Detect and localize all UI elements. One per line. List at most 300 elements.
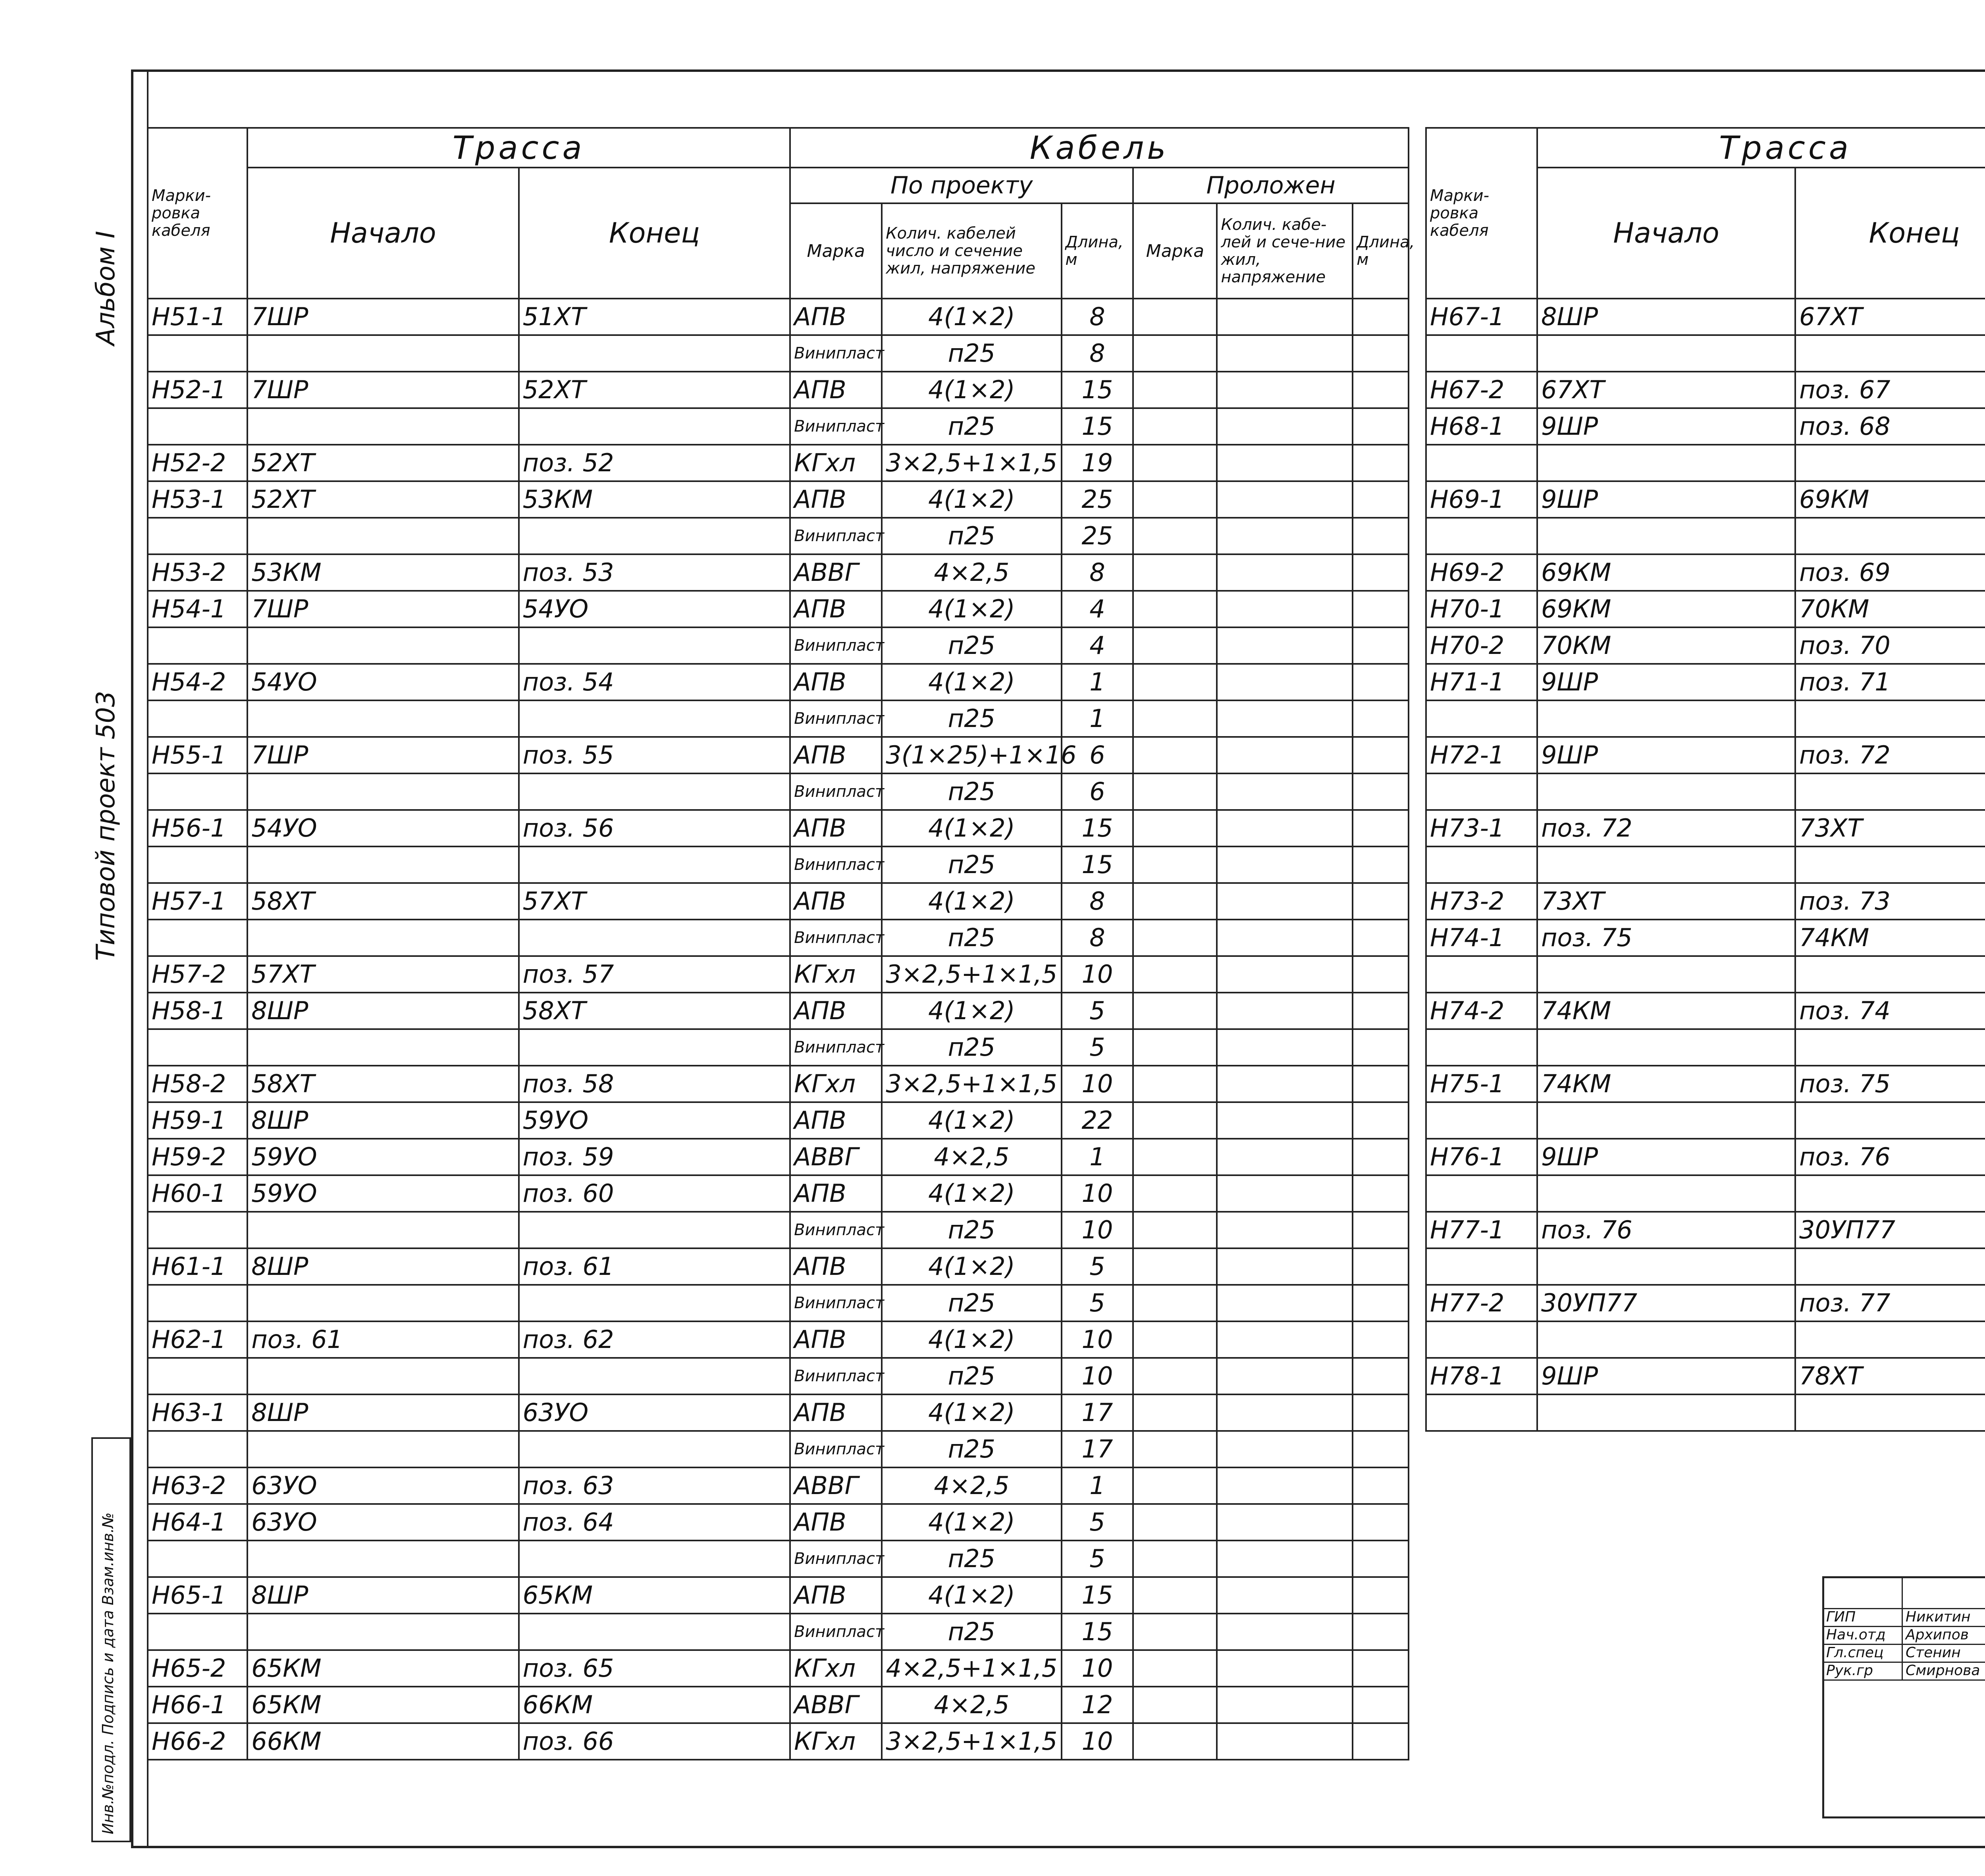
signature-role: ГИП: [1826, 1609, 1856, 1625]
route-start-cell: [1537, 1248, 1795, 1285]
laid-brand-cell: [1133, 554, 1217, 591]
cable-marking-cell: Н54-1: [148, 591, 247, 627]
cable-spec-cell: 3(1×25)+1×16: [882, 737, 1061, 773]
laid-brand-cell: [1133, 627, 1217, 664]
table-row: [148, 481, 1409, 518]
signature-role: Рук.гр: [1826, 1662, 1873, 1679]
cable-length-cell: 8: [1062, 299, 1133, 335]
route-start-cell: 9ШР: [1537, 737, 1795, 773]
laid-brand-cell: [1133, 1467, 1217, 1504]
table-row: [1426, 700, 1985, 737]
table-row: [148, 1285, 1409, 1321]
route-end-cell: [1795, 1029, 1985, 1066]
route-start-cell: [1537, 700, 1795, 737]
table-row: [148, 1687, 1409, 1723]
header-cable: Кабель: [790, 128, 1409, 168]
laid-brand-cell: [1133, 1394, 1217, 1431]
laid-length-cell: [1353, 1285, 1409, 1321]
table-row: [148, 1467, 1409, 1504]
table-row: [1426, 883, 1985, 920]
stamp-strip-label: Инв.№подл. Подпись и дата Взам.инв.№: [99, 1512, 117, 1834]
table-row: [1426, 773, 1985, 810]
laid-spec-cell: [1217, 481, 1353, 518]
route-start-cell: 7ШР: [247, 372, 518, 408]
table-row: [1426, 1321, 1985, 1358]
route-start-cell: 69КМ: [1537, 591, 1795, 627]
cable-spec-cell: 4×2,5: [882, 1467, 1061, 1504]
cable-marking-cell: [148, 1358, 247, 1394]
cable-length-cell: 5: [1062, 1504, 1133, 1541]
route-start-cell: 52ХТ: [247, 481, 518, 518]
cable-marking-cell: [1426, 846, 1537, 883]
cable-spec-cell: 4(1×2): [882, 481, 1061, 518]
cable-marking-cell: [148, 518, 247, 554]
route-start-cell: 30УП77: [1537, 1285, 1795, 1321]
laid-spec-cell: [1217, 773, 1353, 810]
table-row: [1426, 445, 1985, 481]
table-row: [148, 1321, 1409, 1358]
table-row: [1426, 1029, 1985, 1066]
laid-brand-cell: [1133, 1541, 1217, 1577]
route-end-cell: [519, 846, 790, 883]
project-label: Типовой проект 503: [91, 691, 121, 961]
table-row: [1426, 1212, 1985, 1248]
cable-spec-cell: п25: [882, 1029, 1061, 1066]
table-row: [1426, 1358, 1985, 1394]
laid-length-cell: [1353, 554, 1409, 591]
laid-brand-cell: [1133, 1577, 1217, 1614]
laid-spec-cell: [1217, 1358, 1353, 1394]
cable-brand-cell: Винипласт: [790, 1285, 882, 1321]
route-start-cell: 8ШР: [1537, 299, 1795, 335]
route-end-cell: поз. 69: [1795, 554, 1985, 591]
table-row: [1426, 372, 1985, 408]
route-end-cell: [519, 1541, 790, 1577]
route-start-cell: 54УО: [247, 810, 518, 846]
laid-spec-cell: [1217, 1175, 1353, 1212]
cable-length-cell: 8: [1062, 554, 1133, 591]
laid-brand-cell: [1133, 1212, 1217, 1248]
cable-marking-cell: [1426, 1248, 1537, 1285]
route-start-cell: 59УО: [247, 1139, 518, 1175]
route-start-cell: 9ШР: [1537, 481, 1795, 518]
laid-length-cell: [1353, 1175, 1409, 1212]
route-end-cell: 53КМ: [519, 481, 790, 518]
table-row: [148, 335, 1409, 372]
table-row: [1426, 1394, 1985, 1431]
cable-spec-cell: п25: [882, 1358, 1061, 1394]
cable-length-cell: 10: [1062, 1358, 1133, 1394]
table-row: [1426, 1175, 1985, 1212]
route-start-cell: 9ШР: [1537, 1139, 1795, 1175]
cable-spec-cell: п25: [882, 1614, 1061, 1650]
route-end-cell: 78ХТ: [1795, 1358, 1985, 1394]
route-start-cell: [247, 920, 518, 956]
cable-brand-cell: АВВГ: [790, 554, 882, 591]
cable-brand-cell: Винипласт: [790, 408, 882, 445]
cable-brand-cell: АПВ: [790, 372, 882, 408]
cable-spec-cell: 4(1×2): [882, 1102, 1061, 1139]
route-start-cell: [247, 773, 518, 810]
cable-marking-cell: [1426, 700, 1537, 737]
cable-marking-cell: [148, 408, 247, 445]
laid-length-cell: [1353, 1504, 1409, 1541]
laid-length-cell: [1353, 993, 1409, 1029]
route-end-cell: поз. 74: [1795, 993, 1985, 1029]
route-start-cell: 74КМ: [1537, 1066, 1795, 1102]
cable-brand-cell: АПВ: [790, 1248, 882, 1285]
cable-length-cell: 8: [1062, 335, 1133, 372]
cable-marking-cell: Н57-2: [148, 956, 247, 993]
cable-spec-cell: 3×2,5+1×1,5: [882, 1723, 1061, 1760]
route-start-cell: [247, 846, 518, 883]
cable-marking-cell: Н74-1: [1426, 920, 1537, 956]
route-end-cell: поз. 67: [1795, 372, 1985, 408]
cable-spec-cell: п25: [882, 1285, 1061, 1321]
laid-length-cell: [1353, 627, 1409, 664]
route-end-cell: 59УО: [519, 1102, 790, 1139]
cable-marking-cell: Н77-2: [1426, 1285, 1537, 1321]
route-end-cell: 73ХТ: [1795, 810, 1985, 846]
cable-brand-cell: Винипласт: [790, 1541, 882, 1577]
laid-spec-cell: [1217, 810, 1353, 846]
cable-marking-cell: Н51-1: [148, 299, 247, 335]
table-row: [148, 1066, 1409, 1102]
cable-length-cell: 15: [1062, 408, 1133, 445]
cable-marking-cell: Н67-1: [1426, 299, 1537, 335]
table-row: [1426, 1102, 1985, 1139]
cable-spec-cell: п25: [882, 773, 1061, 810]
route-end-cell: поз. 64: [519, 1504, 790, 1541]
laid-brand-cell: [1133, 408, 1217, 445]
cable-marking-cell: Н59-2: [148, 1139, 247, 1175]
cable-marking-cell: [148, 1431, 247, 1467]
laid-length-cell: [1353, 445, 1409, 481]
cable-marking-cell: [148, 1541, 247, 1577]
route-start-cell: 65КМ: [247, 1650, 518, 1687]
table-row: [1426, 299, 1985, 335]
cable-marking-cell: Н52-2: [148, 445, 247, 481]
table-row: [148, 591, 1409, 627]
route-start-cell: [247, 1285, 518, 1321]
cable-spec-cell: 4(1×2): [882, 1175, 1061, 1212]
route-end-cell: поз. 60: [519, 1175, 790, 1212]
laid-length-cell: [1353, 1650, 1409, 1687]
cable-length-cell: 8: [1062, 883, 1133, 920]
table-row: [148, 1102, 1409, 1139]
cable-marking-cell: Н73-1: [1426, 810, 1537, 846]
route-end-cell: поз. 76: [1795, 1139, 1985, 1175]
route-end-cell: поз. 72: [1795, 737, 1985, 773]
cable-length-cell: 10: [1062, 1175, 1133, 1212]
table-row: [148, 1358, 1409, 1394]
cable-brand-cell: Винипласт: [790, 335, 882, 372]
route-end-cell: [519, 518, 790, 554]
laid-length-cell: [1353, 408, 1409, 445]
cable-marking-cell: [148, 1029, 247, 1066]
cable-marking-cell: Н66-1: [148, 1687, 247, 1723]
cable-spec-cell: п25: [882, 408, 1061, 445]
table-row: [148, 408, 1409, 445]
cable-brand-cell: АПВ: [790, 883, 882, 920]
laid-brand-cell: [1133, 591, 1217, 627]
cable-brand-cell: АПВ: [790, 1102, 882, 1139]
route-end-cell: [1795, 1248, 1985, 1285]
cable-marking-cell: [1426, 518, 1537, 554]
laid-length-cell: [1353, 1139, 1409, 1175]
route-end-cell: 65КМ: [519, 1577, 790, 1614]
laid-brand-cell: [1133, 372, 1217, 408]
cable-marking-cell: [148, 1614, 247, 1650]
laid-brand-cell: [1133, 920, 1217, 956]
cable-marking-cell: Н63-1: [148, 1394, 247, 1431]
route-start-cell: 70КМ: [1537, 627, 1795, 664]
cable-marking-cell: Н62-1: [148, 1321, 247, 1358]
laid-spec-cell: [1217, 1212, 1353, 1248]
laid-length-cell: [1353, 1723, 1409, 1760]
cable-spec-cell: п25: [882, 700, 1061, 737]
route-start-cell: [1537, 335, 1795, 372]
route-end-cell: 63УО: [519, 1394, 790, 1431]
route-start-cell: [1537, 1321, 1795, 1358]
laid-brand-cell: [1133, 664, 1217, 700]
header-marking: Марки-ровка кабеля: [1426, 128, 1537, 299]
route-end-cell: поз. 62: [519, 1321, 790, 1358]
route-end-cell: [519, 1029, 790, 1066]
route-start-cell: 8ШР: [247, 1248, 518, 1285]
cable-marking-cell: Н60-1: [148, 1175, 247, 1212]
cable-length-cell: 10: [1062, 1212, 1133, 1248]
route-start-cell: 57ХТ: [247, 956, 518, 993]
cable-marking-cell: [1426, 1175, 1537, 1212]
laid-brand-cell: [1133, 481, 1217, 518]
cable-brand-cell: Винипласт: [790, 1029, 882, 1066]
table-row: [1426, 846, 1985, 883]
cable-brand-cell: АПВ: [790, 1394, 882, 1431]
cable-marking-cell: [148, 920, 247, 956]
laid-length-cell: [1353, 299, 1409, 335]
laid-brand-cell: [1133, 1650, 1217, 1687]
route-end-cell: [1795, 1321, 1985, 1358]
laid-brand-cell: [1133, 1029, 1217, 1066]
laid-spec-cell: [1217, 1431, 1353, 1467]
laid-length-cell: [1353, 1687, 1409, 1723]
table-row: [148, 1650, 1409, 1687]
laid-spec-cell: [1217, 627, 1353, 664]
cable-spec-cell: 4(1×2): [882, 1394, 1061, 1431]
laid-brand-cell: [1133, 1358, 1217, 1394]
cable-brand-cell: Винипласт: [790, 773, 882, 810]
cable-brand-cell: Винипласт: [790, 700, 882, 737]
route-end-cell: [1795, 956, 1985, 993]
route-start-cell: 63УО: [247, 1504, 518, 1541]
route-start-cell: поз. 75: [1537, 920, 1795, 956]
table-row: [148, 1431, 1409, 1467]
route-start-cell: 54УО: [247, 664, 518, 700]
cable-spec-cell: 4(1×2): [882, 993, 1061, 1029]
route-start-cell: [247, 518, 518, 554]
table-row: [148, 737, 1409, 773]
cable-length-cell: 1: [1062, 1139, 1133, 1175]
laid-spec-cell: [1217, 846, 1353, 883]
cable-journal-table-right: [1425, 127, 1985, 1432]
laid-length-cell: [1353, 1577, 1409, 1614]
cable-spec-cell: п25: [882, 518, 1061, 554]
cable-brand-cell: Винипласт: [790, 1431, 882, 1467]
cable-marking-cell: Н66-2: [148, 1723, 247, 1760]
cable-spec-cell: 4(1×2): [882, 299, 1061, 335]
cable-length-cell: 25: [1062, 481, 1133, 518]
laid-spec-cell: [1217, 1321, 1353, 1358]
cable-length-cell: 8: [1062, 920, 1133, 956]
cable-spec-cell: 4(1×2): [882, 591, 1061, 627]
cable-brand-cell: АПВ: [790, 299, 882, 335]
route-start-cell: [1537, 956, 1795, 993]
cable-marking-cell: [148, 700, 247, 737]
route-start-cell: [1537, 1394, 1795, 1431]
signature-name: Никитин: [1906, 1609, 1971, 1625]
header-route: Трасса: [247, 128, 790, 168]
cable-marking-cell: Н52-1: [148, 372, 247, 408]
cable-marking-cell: Н71-1: [1426, 664, 1537, 700]
table-row: [148, 773, 1409, 810]
laid-spec-cell: [1217, 372, 1353, 408]
cable-brand-cell: АПВ: [790, 1321, 882, 1358]
laid-brand-cell: [1133, 1285, 1217, 1321]
laid-length-cell: [1353, 1431, 1409, 1467]
route-start-cell: [1537, 1175, 1795, 1212]
cable-length-cell: 4: [1062, 627, 1133, 664]
cable-spec-cell: 4(1×2): [882, 810, 1061, 846]
cable-brand-cell: КГхл: [790, 1066, 882, 1102]
route-end-cell: [1795, 700, 1985, 737]
cable-brand-cell: Винипласт: [790, 518, 882, 554]
laid-spec-cell: [1217, 1577, 1353, 1614]
laid-length-cell: [1353, 1102, 1409, 1139]
cable-spec-cell: 4(1×2): [882, 1321, 1061, 1358]
route-end-cell: поз. 59: [519, 1139, 790, 1175]
route-start-cell: [247, 1029, 518, 1066]
route-end-cell: [1795, 1102, 1985, 1139]
route-end-cell: [1795, 846, 1985, 883]
table-row: [1426, 408, 1985, 445]
cable-brand-cell: КГхл: [790, 1650, 882, 1687]
table-row: [148, 846, 1409, 883]
route-end-cell: [519, 1614, 790, 1650]
table-row: [148, 993, 1409, 1029]
table-row: [148, 372, 1409, 408]
cable-spec-cell: 4×2,5: [882, 1687, 1061, 1723]
route-end-cell: 74КМ: [1795, 920, 1985, 956]
route-start-cell: 7ШР: [247, 591, 518, 627]
route-end-cell: [519, 335, 790, 372]
cable-brand-cell: АПВ: [790, 591, 882, 627]
route-end-cell: поз. 73: [1795, 883, 1985, 920]
route-start-cell: 65КМ: [247, 1687, 518, 1723]
header-length: Длина, м: [1062, 203, 1133, 299]
cable-brand-cell: АПВ: [790, 737, 882, 773]
route-end-cell: поз. 71: [1795, 664, 1985, 700]
route-start-cell: 59УО: [247, 1175, 518, 1212]
route-end-cell: поз. 68: [1795, 408, 1985, 445]
cable-brand-cell: АПВ: [790, 810, 882, 846]
signature-name: Архипов: [1906, 1627, 1969, 1643]
route-end-cell: поз. 55: [519, 737, 790, 773]
route-end-cell: [1795, 773, 1985, 810]
route-start-cell: [247, 335, 518, 372]
route-start-cell: [247, 700, 518, 737]
laid-brand-cell: [1133, 1687, 1217, 1723]
laid-spec-cell: [1217, 1504, 1353, 1541]
table-row: [148, 1577, 1409, 1614]
laid-spec-cell: [1217, 1541, 1353, 1577]
route-end-cell: поз. 61: [519, 1248, 790, 1285]
route-start-cell: 67ХТ: [1537, 372, 1795, 408]
header-route: Трасса: [1537, 128, 1985, 168]
laid-spec-cell: [1217, 1139, 1353, 1175]
cable-brand-cell: КГхл: [790, 1723, 882, 1760]
cable-length-cell: 4: [1062, 591, 1133, 627]
cable-marking-cell: Н77-1: [1426, 1212, 1537, 1248]
route-end-cell: поз. 52: [519, 445, 790, 481]
laid-spec-cell: [1217, 1066, 1353, 1102]
cable-length-cell: 6: [1062, 737, 1133, 773]
laid-brand-cell: [1133, 846, 1217, 883]
route-end-cell: поз. 65: [519, 1650, 790, 1687]
route-start-cell: 52ХТ: [247, 445, 518, 481]
cable-marking-cell: Н65-2: [148, 1650, 247, 1687]
cable-marking-cell: Н75-1: [1426, 1066, 1537, 1102]
route-start-cell: 74КМ: [1537, 993, 1795, 1029]
album-label: Альбом I: [91, 231, 121, 345]
cable-length-cell: 12: [1062, 1687, 1133, 1723]
table-row: [1426, 1066, 1985, 1102]
route-start-cell: [247, 1358, 518, 1394]
laid-length-cell: [1353, 1541, 1409, 1577]
cable-brand-cell: АВВГ: [790, 1139, 882, 1175]
table-row: [1426, 554, 1985, 591]
cable-marking-cell: [148, 335, 247, 372]
cable-marking-cell: [1426, 1321, 1537, 1358]
laid-spec-cell: [1217, 554, 1353, 591]
route-end-cell: [519, 408, 790, 445]
cable-length-cell: 25: [1062, 518, 1133, 554]
table-row: [148, 1248, 1409, 1285]
table-row: [1426, 737, 1985, 773]
laid-brand-cell: [1133, 1175, 1217, 1212]
route-start-cell: [1537, 518, 1795, 554]
cable-brand-cell: АПВ: [790, 1175, 882, 1212]
cable-brand-cell: Винипласт: [790, 920, 882, 956]
header-start: Начало: [247, 168, 518, 299]
cable-brand-cell: АПВ: [790, 664, 882, 700]
table-row: [1426, 591, 1985, 627]
laid-spec-cell: [1217, 956, 1353, 993]
table-row: [1426, 1248, 1985, 1285]
cable-spec-cell: п25: [882, 1212, 1061, 1248]
route-start-cell: [1537, 1102, 1795, 1139]
cable-marking-cell: Н63-2: [148, 1467, 247, 1504]
cable-spec-cell: 3×2,5+1×1,5: [882, 956, 1061, 993]
route-end-cell: 52ХТ: [519, 372, 790, 408]
cable-brand-cell: Винипласт: [790, 627, 882, 664]
cable-marking-cell: Н57-1: [148, 883, 247, 920]
laid-spec-cell: [1217, 883, 1353, 920]
laid-spec-cell: [1217, 993, 1353, 1029]
cable-brand-cell: Винипласт: [790, 1358, 882, 1394]
cable-spec-cell: 4(1×2): [882, 883, 1061, 920]
cable-length-cell: 10: [1062, 1066, 1133, 1102]
